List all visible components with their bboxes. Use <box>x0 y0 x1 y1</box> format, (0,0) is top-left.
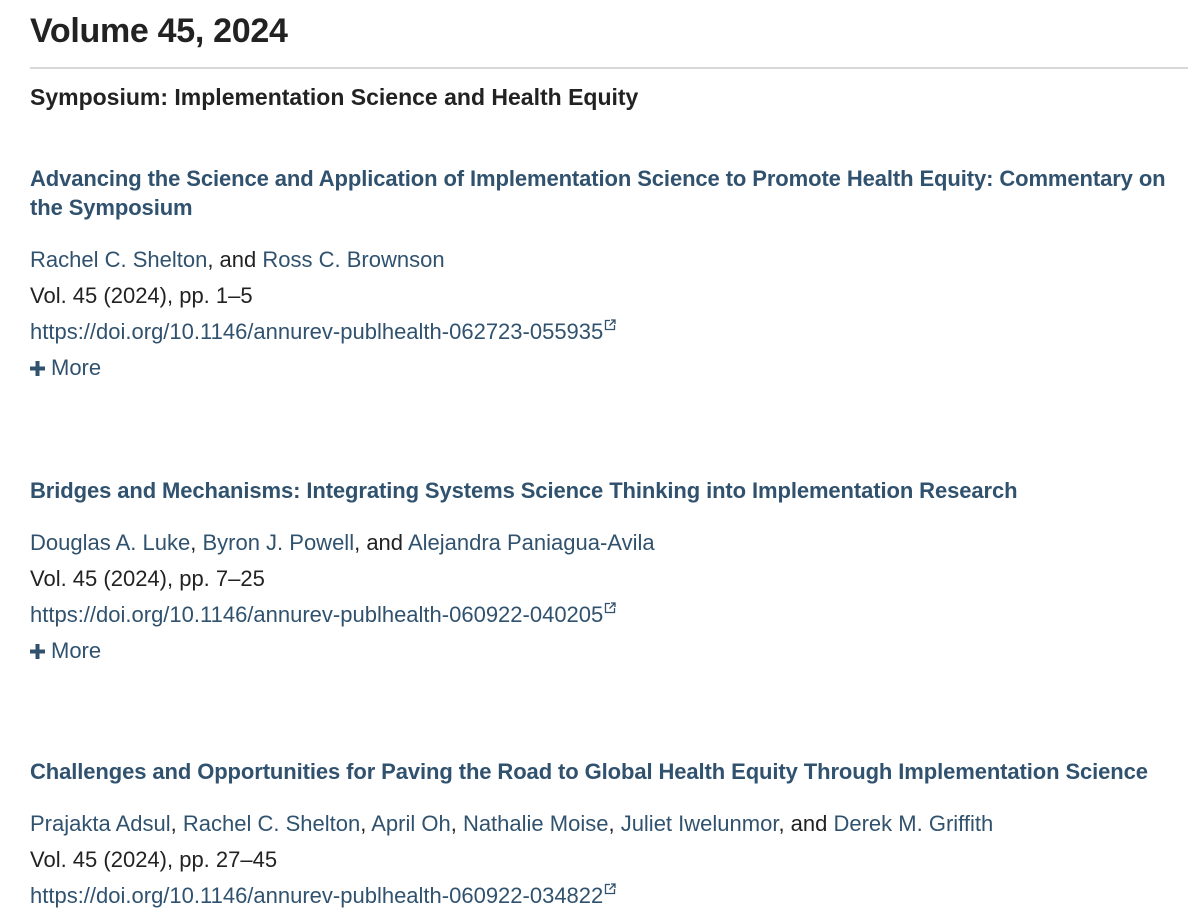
author-separator: , and <box>207 247 263 272</box>
article-title <box>30 164 1190 222</box>
author-separator: , and <box>778 811 834 836</box>
more-label: More <box>51 355 102 380</box>
article-title-link[interactable]: Bridges and Mechanisms: Integrating Systems Science Thinking into Implementation Research <box>30 478 1018 503</box>
doi-link[interactable]: https://doi.org/10.1146/annurev-publhealth-060922-034822 <box>30 883 604 908</box>
external-link-icon <box>604 602 616 614</box>
author-list <box>30 806 1190 842</box>
article-entry <box>30 476 1190 669</box>
author-link[interactable]: Byron J. Powell <box>202 530 355 555</box>
author-link[interactable]: Prajakta Adsul <box>30 811 171 836</box>
doi-link[interactable]: https://doi.org/10.1146/annurev-publhealth-060922-040205 <box>30 602 604 627</box>
author-separator: , <box>450 811 463 836</box>
article-entry <box>30 164 1190 386</box>
citation: Vol. 45 (2024), pp. 7–25 <box>30 566 265 591</box>
author-link[interactable]: April Oh <box>371 811 451 836</box>
author-link[interactable]: Rachel C. Shelton <box>30 247 208 272</box>
author-list <box>30 525 1190 561</box>
author-separator: , <box>608 811 621 836</box>
volume-title: Volume 45, 2024 <box>30 12 288 50</box>
article-title <box>30 757 1190 786</box>
author-link[interactable]: Alejandra Paniagua-Avila <box>407 530 655 555</box>
author-link[interactable]: Juliet Iwelunmor <box>620 811 779 836</box>
doi-row <box>30 878 1190 914</box>
author-list <box>30 242 1190 278</box>
external-link-icon <box>604 319 616 331</box>
plus-icon <box>30 644 45 659</box>
plus-icon <box>30 361 45 376</box>
article-title-link[interactable]: Challenges and Opportunities for Paving the Road to Global Health Equity Through Implementation Science <box>30 759 1148 784</box>
author-separator: , <box>170 811 183 836</box>
external-link-icon <box>604 883 616 895</box>
author-separator: , <box>190 530 203 555</box>
citation: Vol. 45 (2024), pp. 1–5 <box>30 283 253 308</box>
author-link[interactable]: Ross C. Brownson <box>262 247 445 272</box>
author-link[interactable]: Douglas A. Luke <box>30 530 191 555</box>
doi-row <box>30 314 1190 350</box>
article-title-link[interactable]: Advancing the Science and Application of Implementation Science to Promote Health Equity: Commentary on the Symposium <box>30 166 1166 220</box>
article-entry <box>30 757 1190 914</box>
doi-link[interactable]: https://doi.org/10.1146/annurev-publhealth-062723-055935 <box>30 319 604 344</box>
more-toggle[interactable] <box>30 350 101 386</box>
author-link[interactable]: Rachel C. Shelton <box>182 811 361 836</box>
article-title <box>30 476 1190 505</box>
citation: Vol. 45 (2024), pp. 27–45 <box>30 847 278 872</box>
author-link[interactable]: Nathalie Moise <box>462 811 609 836</box>
author-link[interactable]: Derek M. Griffith <box>833 811 994 836</box>
more-label: More <box>51 638 102 663</box>
doi-row <box>30 597 1190 633</box>
more-toggle[interactable] <box>30 633 101 669</box>
title-divider <box>30 67 1188 69</box>
author-separator: , <box>360 811 372 836</box>
author-separator: , and <box>354 530 408 555</box>
section-title: Symposium: Implementation Science and Health Equity <box>30 84 639 110</box>
